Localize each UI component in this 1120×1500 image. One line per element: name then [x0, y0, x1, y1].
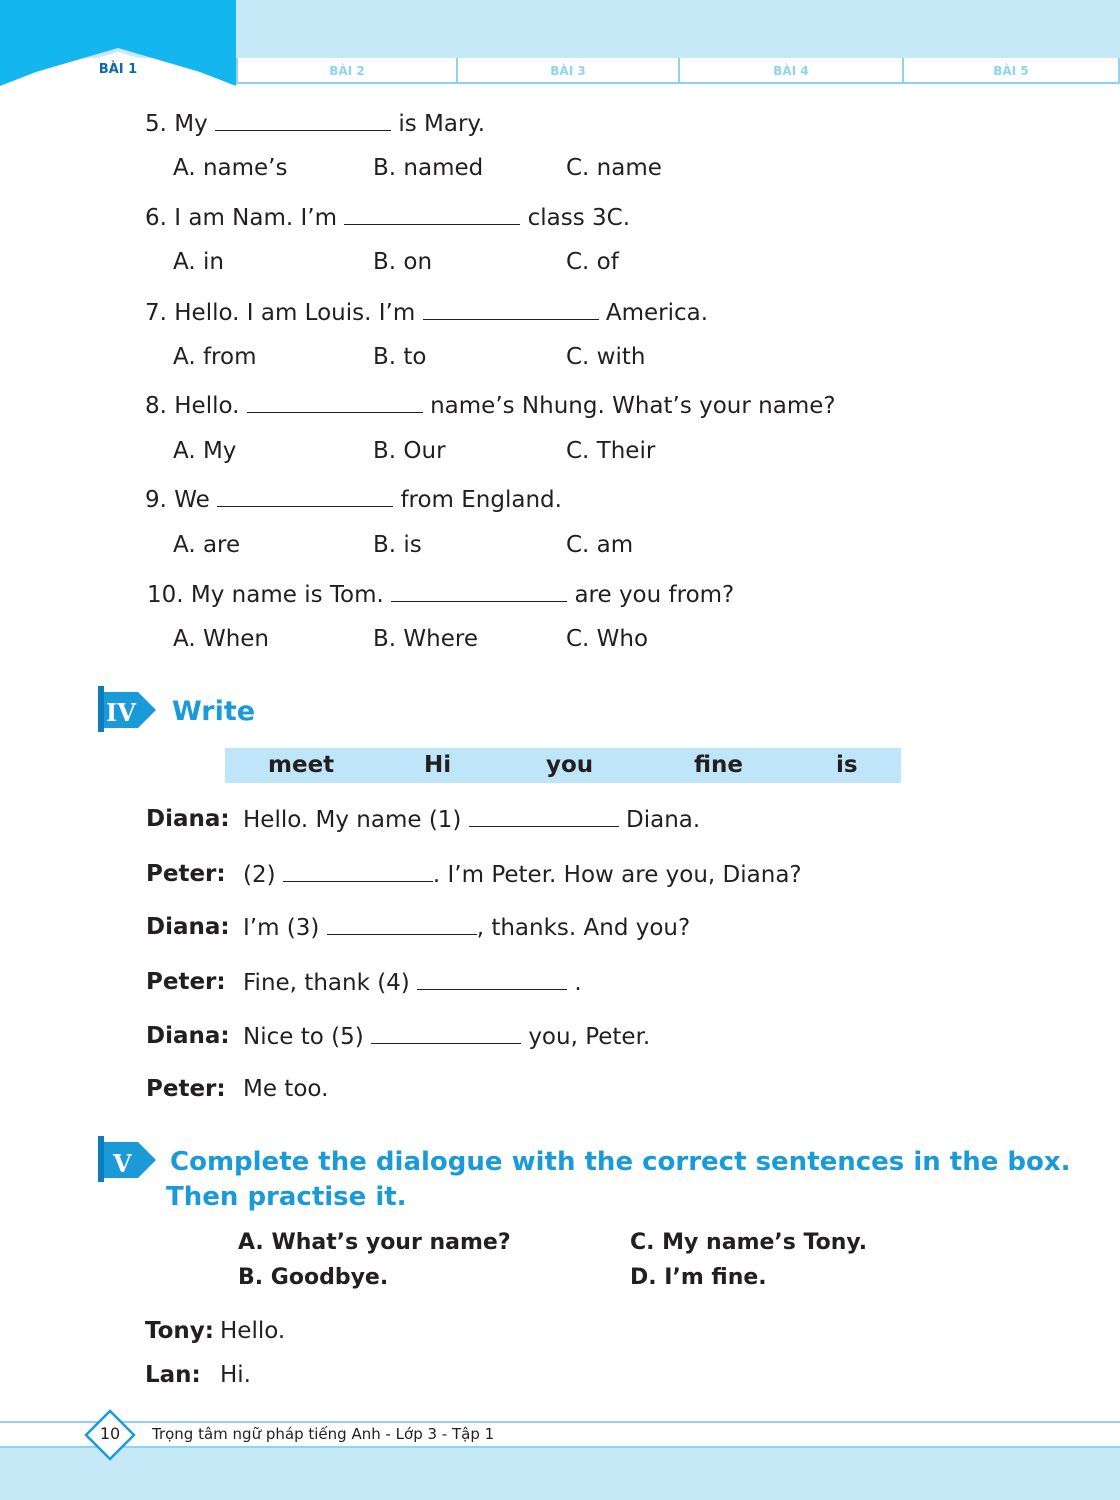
- tab-bai-4[interactable]: BÀI 4: [678, 58, 904, 84]
- option-b[interactable]: B. Where: [373, 626, 478, 652]
- sentence-choice: B. Goodbye.: [238, 1265, 389, 1290]
- question-6: [145, 204, 630, 231]
- speaker-label: Diana:: [146, 1023, 230, 1049]
- tab-bai-5[interactable]: BÀI 5: [902, 58, 1120, 84]
- dialogue-text: Fine, thank (4): [243, 970, 410, 996]
- sentence-choice: C. My name’s Tony.: [630, 1230, 868, 1255]
- question-7: [145, 299, 708, 326]
- answer-blank[interactable]: [247, 392, 423, 413]
- question-text: class 3C.: [527, 205, 631, 231]
- question-text: are you from?: [574, 582, 735, 608]
- option-c[interactable]: C. of: [566, 249, 619, 275]
- page-number: 10: [99, 1424, 121, 1443]
- dialogue-line: [243, 969, 582, 996]
- dialogue-text: Nice to (5): [243, 1024, 364, 1050]
- option-c[interactable]: C. Who: [566, 626, 649, 652]
- section-v-title-line-1: Complete the dialogue with the correct sentences in the box.: [170, 1147, 1071, 1177]
- question-text: America.: [605, 300, 709, 326]
- sentence-choice: D. I’m fine.: [630, 1265, 767, 1290]
- question-text: 8. Hello.: [145, 393, 240, 419]
- tab-bai-1[interactable]: BÀI 1: [98, 62, 138, 77]
- option-c[interactable]: C. name: [566, 155, 662, 181]
- answer-blank[interactable]: [391, 581, 567, 602]
- question-10: [147, 581, 734, 608]
- section-iv-title: Write: [172, 696, 256, 727]
- option-a[interactable]: A. My: [173, 438, 237, 464]
- answer-blank[interactable]: [215, 110, 391, 131]
- dialogue-text: . I’m Peter. How are you, Diana?: [432, 862, 802, 888]
- answer-blank[interactable]: [371, 1023, 521, 1044]
- dialogue-line: [243, 1023, 650, 1050]
- tab-bai-3[interactable]: BÀI 3: [456, 58, 680, 84]
- question-text: 10. My name is Tom.: [147, 582, 384, 608]
- question-text: 6. I am Nam. I’m: [145, 205, 337, 231]
- option-c[interactable]: C. am: [566, 532, 634, 558]
- dialogue-text: I’m (3): [243, 915, 320, 941]
- word-box-item: meet: [268, 752, 335, 778]
- speaker-label: Lan:: [145, 1362, 201, 1388]
- question-text: 9. We: [145, 487, 210, 513]
- dialogue-line: Hello.: [220, 1318, 286, 1344]
- question-text: 7. Hello. I am Louis. I’m: [145, 300, 416, 326]
- option-a[interactable]: A. When: [173, 626, 269, 652]
- speaker-label: Peter:: [146, 969, 226, 995]
- dialogue-line: Me too.: [243, 1076, 329, 1102]
- word-box-item: is: [836, 752, 858, 778]
- dialogue-text: (2): [243, 862, 276, 888]
- option-b[interactable]: B. on: [373, 249, 433, 275]
- word-box-item: fine: [694, 752, 744, 778]
- answer-blank[interactable]: [344, 204, 520, 225]
- option-c[interactable]: C. Their: [566, 438, 656, 464]
- speaker-label: Tony:: [145, 1318, 214, 1344]
- speaker-label: Peter:: [146, 1076, 226, 1102]
- option-a[interactable]: A. from: [173, 344, 257, 370]
- option-c[interactable]: C. with: [566, 344, 646, 370]
- dialogue-line: [243, 861, 802, 888]
- option-b[interactable]: B. is: [373, 532, 422, 558]
- answer-blank[interactable]: [469, 806, 619, 827]
- word-box-item: you: [546, 752, 594, 778]
- tab-bai-2[interactable]: BÀI 2: [236, 58, 458, 84]
- dialogue-text: Diana.: [626, 807, 701, 833]
- dialogue-line: [243, 914, 690, 941]
- option-a[interactable]: A. name’s: [173, 155, 288, 181]
- question-8: [145, 392, 836, 419]
- dialogue-text: , thanks. And you?: [476, 915, 691, 941]
- dialogue-text: you, Peter.: [528, 1024, 651, 1050]
- option-a[interactable]: A. in: [173, 249, 224, 275]
- section-iv-numeral: IV: [106, 698, 136, 727]
- dialogue-line: Hi.: [220, 1362, 251, 1388]
- speaker-label: Peter:: [146, 861, 226, 887]
- option-b[interactable]: B. named: [373, 155, 484, 181]
- answer-blank[interactable]: [283, 861, 433, 882]
- answer-blank[interactable]: [217, 486, 393, 507]
- question-text: is Mary.: [398, 111, 486, 137]
- dialogue-text: .: [567, 970, 582, 996]
- answer-blank[interactable]: [327, 914, 477, 935]
- question-5: [145, 110, 485, 137]
- word-box-item: Hi: [424, 752, 452, 778]
- footer-band: [0, 1448, 1120, 1500]
- question-text: 5. My: [145, 111, 208, 137]
- answer-blank[interactable]: [417, 969, 567, 990]
- question-text: name’s Nhung. What’s your name?: [430, 393, 836, 419]
- section-v-numeral: V: [113, 1149, 132, 1178]
- option-b[interactable]: B. to: [373, 344, 427, 370]
- answer-blank[interactable]: [423, 299, 599, 320]
- speaker-label: Diana:: [146, 806, 230, 832]
- sentence-choice: A. What’s your name?: [238, 1230, 511, 1255]
- option-b[interactable]: B. Our: [373, 438, 446, 464]
- section-v-title-line-2: Then practise it.: [166, 1182, 407, 1212]
- book-title: Trọng tâm ngữ pháp tiếng Anh - Lớp 3 - Tập 1: [152, 1425, 495, 1443]
- question-9: [145, 486, 562, 513]
- speaker-label: Diana:: [146, 914, 230, 940]
- dialogue-line: [243, 806, 700, 833]
- question-text: from England.: [400, 487, 562, 513]
- dialogue-text: Hello. My name (1): [243, 807, 462, 833]
- option-a[interactable]: A. are: [173, 532, 241, 558]
